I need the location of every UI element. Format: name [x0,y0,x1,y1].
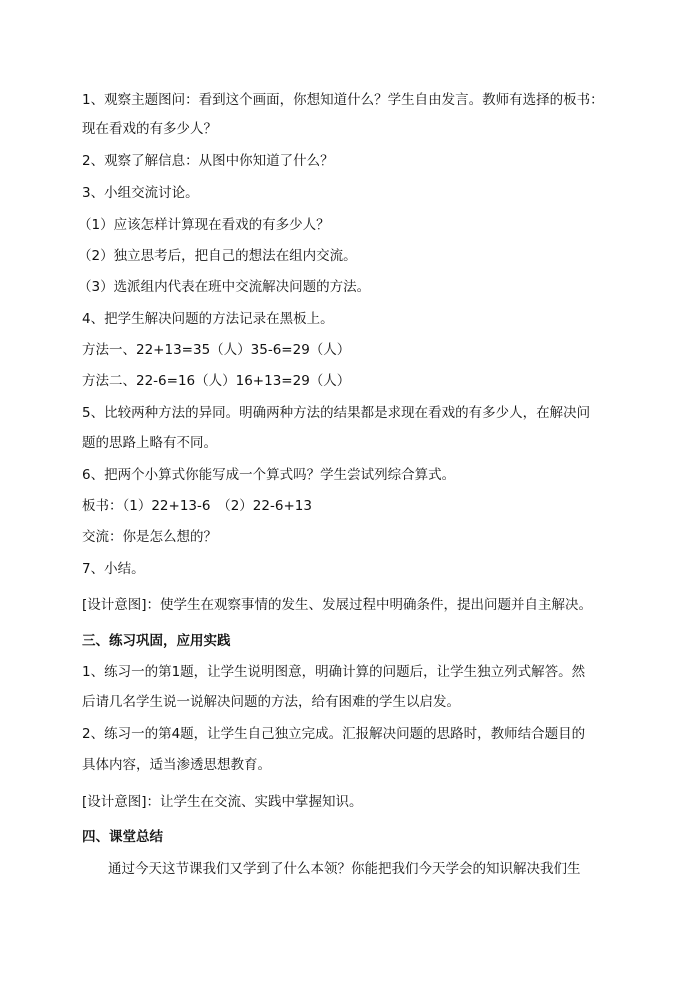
text-line: 2、观察了解信息：从图中你知道了什么？ [82,153,334,169]
text-line: [设计意图]：让学生在交流、实践中掌握知识。 [82,794,363,810]
text-line: 5、比较两种方法的异同。明确两种方法的结果都是求现在看戏的有多少人，在解决问 [82,405,591,421]
text-line: 6、把两个小算式你能写成一个算式吗？学生尝试列综合算式。 [82,467,456,483]
section-heading: 三、练习巩固，应用实践 [82,633,231,649]
text-line: 通过今天这节课我们又学到了什么本领？你能把我们今天学会的知识解决我们生 [108,861,581,877]
text-line: 2、练习一的第4题，让学生自己独立完成。汇报解决问题的思路时，教师结合题目的 [82,726,586,742]
text-line: （2）独立思考后，把自己的想法在组内交流。 [78,248,357,264]
text-line: （3）选派组内代表在班中交流解决问题的方法。 [78,279,371,295]
text-line: 4、把学生解决问题的方法记录在黑板上。 [82,311,334,327]
text-line: 1、练习一的第1题，让学生说明图意，明确计算的问题后，让学生独立列式解答。然 [82,664,586,680]
text-line: 交流：你是怎么想的？ [82,529,217,545]
text-line: 1、观察主题图问：看到这个画面，你想知道什么？学生自由发言。教师有选择的板书： [82,92,604,108]
text-line: 现在看戏的有多少人？ [82,121,217,137]
section-heading: 四、课堂总结 [82,829,163,845]
text-line: 具体内容，适当渗透思想教育。 [82,757,271,773]
text-line: 方法一、22+13=35（人）35-6=29（人） [82,342,351,358]
text-line: 7、小结。 [82,561,145,577]
text-line: 后请几名学生说一说解决问题的方法，给有困难的学生以启发。 [82,694,460,710]
text-line: 方法二、22-6=16（人）16+13=29（人） [82,373,351,389]
text-line: 题的思路上略有不同。 [82,435,217,451]
text-line: 板书：（1）22+13-6 （2）22-6+13 [82,498,312,514]
text-line: [设计意图]：使学生在观察事情的发生、发展过程中明确条件，提出问题并自主解决。 [82,597,593,613]
text-line: 3、小组交流讨论。 [82,185,199,201]
text-line: （1）应该怎样计算现在看戏的有多少人？ [78,217,330,233]
